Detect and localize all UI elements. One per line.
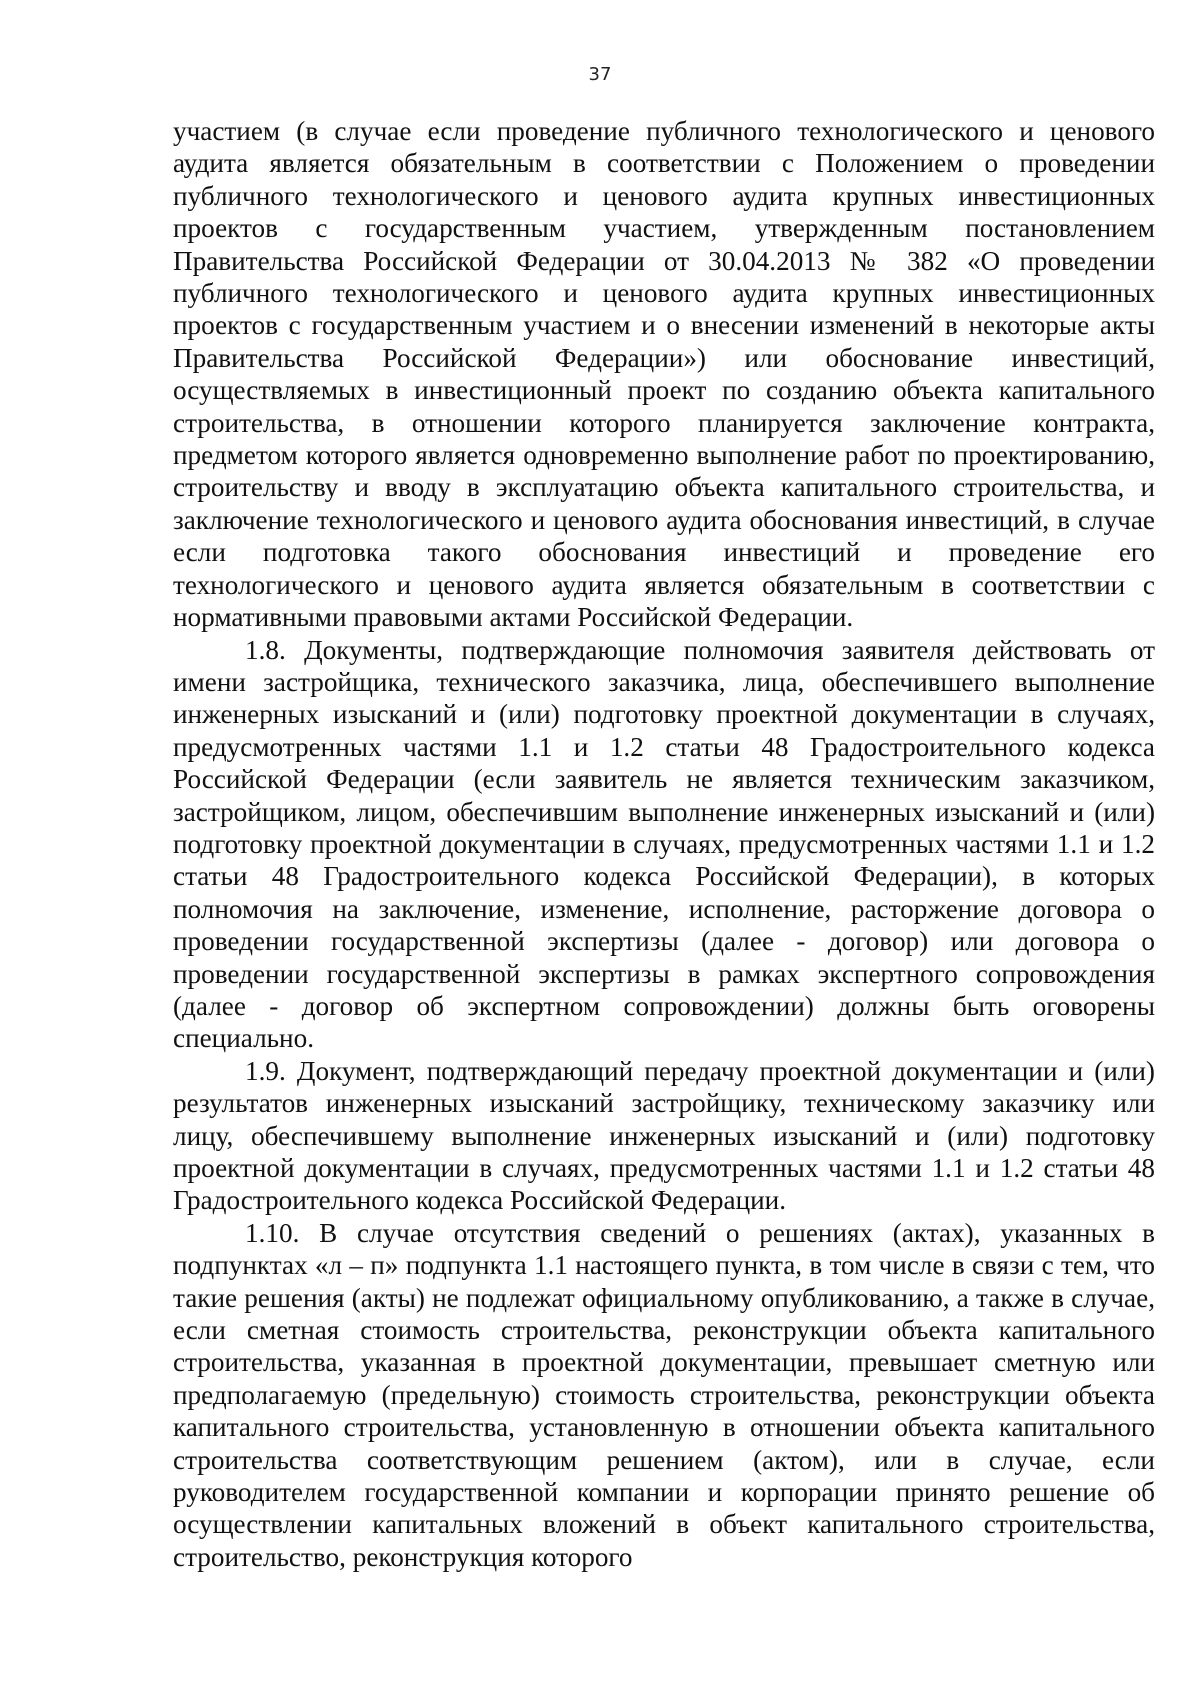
paragraph-1-8: 1.8. Документы, подтверждающие полномочия заявителя действовать от имени застройщика, технического заказчика, лица, обеспечившего выполнение инженерных изысканий и (или) подготовку проектной документации в случаях, предусмотренных частями 1.1 и 1.2 статьи 48 Градостроительного кодекса Российской Федерации (если заявитель не является техническим заказчиком, застройщиком, лицом, обеспечившим выполнение инженерных изысканий и (или) подготовку проектной документации в случаях, предусмотренных частями 1.1 и 1.2 статьи 48 Градостроительного кодекса Российской Федерации), в которых полномочия на заключение, изменение, исполнение, расторжение договора о проведении государственной экспертизы (далее - договор) или договора о проведении государственной экспертизы в рамках экспертного сопровождения (далее - договор об экспертном сопровождении) должны быть оговорены специально. bbox=[173, 634, 1155, 1054]
paragraph-1-9: 1.9. Документ, подтверждающий передачу проектной документации и (или) результатов инженерных изысканий застройщику, техническому заказчику или лицу, обеспечившему выполнение инженерных изысканий и (или) подготовку проектной документации в случаях, предусмотренных частями 1.1 и 1.2 статьи 48 Градостроительного кодекса Российской Федерации. bbox=[173, 1055, 1155, 1216]
page-number: 37 bbox=[588, 64, 612, 85]
paragraph-1-10: 1.10. В случае отсутствия сведений о решениях (актах), указанных в подпунктах «л – п» подпункта 1.1 настоящего пункта, в том числе в связи с тем, что такие решения (акты) не подлежат официальному опубликованию, а также в случае, если сметная стоимость строительства, реконструкции объекта капитального строительства, указанная в проектной документации, превышает сметную или предполагаемую (предельную) стоимость строительства, реконструкции объекта капитального строительства, установленную в отношении объекта капитального строительства соответствующим решением (актом), или в случае, если руководителем государственной компании и корпорации принято решение об осуществлении капитальных вложений в объект капитального строительства, строительство, реконструкция которого bbox=[173, 1217, 1155, 1572]
document-body bbox=[173, 115, 1155, 1573]
paragraph-continuation: участием (в случае если проведение публичного технологического и ценового аудита является обязательным в соответствии с Положением о проведении публичного технологического и ценового аудита крупных инвестиционных проектов с государственным участием, утвержденным постановлением Правительства Российской Федерации от 30.04.2013 № 382 «О проведении публичного технологического и ценового аудита крупных инвестиционных проектов с государственным участием и о внесении изменений в некоторые акты Правительства Российской Федерации») или обоснование инвестиций, осуществляемых в инвестиционный проект по созданию объекта капитального строительства, в отношении которого планируется заключение контракта, предметом которого является одновременно выполнение работ по проектированию, строительству и вводу в эксплуатацию объекта капитального строительства, и заключение технологического и ценового аудита обоснования инвестиций, в случае если подготовка такого обоснования инвестиций и проведение его технологического и ценового аудита является обязательным в соответствии с нормативными правовыми актами Российской Федерации. bbox=[173, 116, 1155, 633]
